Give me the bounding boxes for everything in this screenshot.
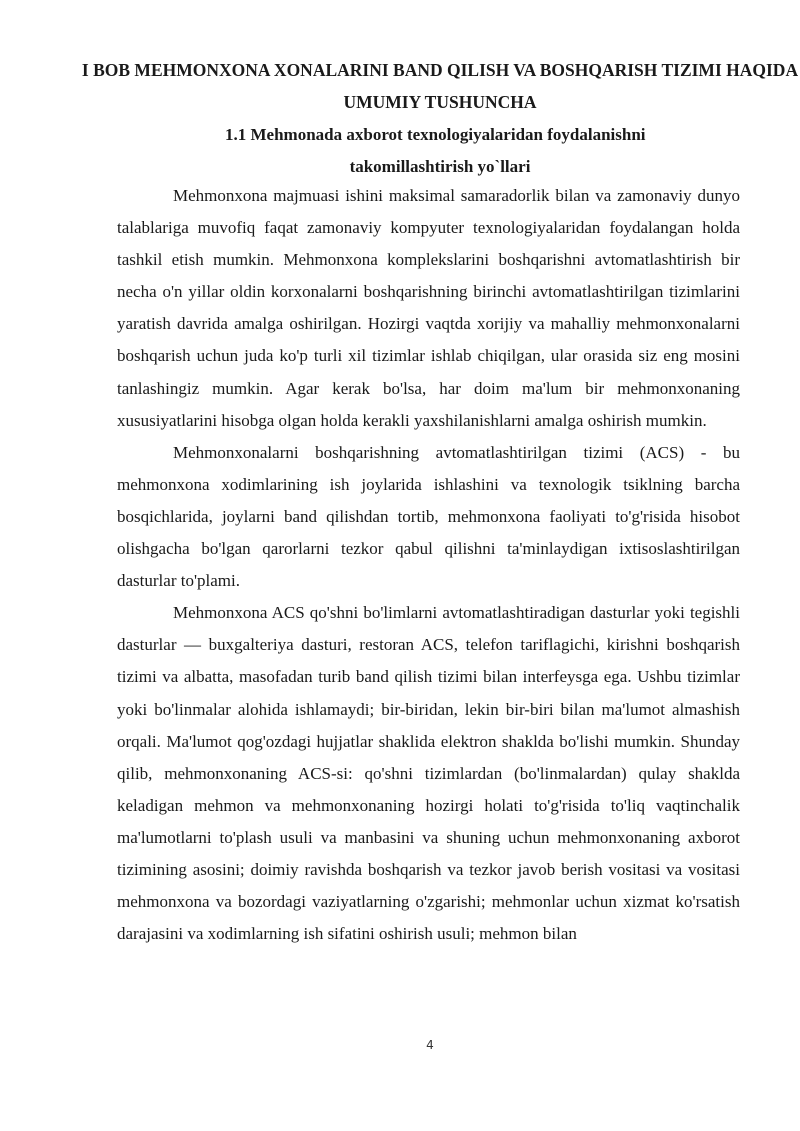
body-text xyxy=(117,180,740,950)
paragraph-2: Mehmonxonalarni boshqarishning avtomatlashtirilgan tizimi (ACS) - bu mehmonxona xodimlarining ish joylarida ishlashini va texnologik tsiklning barcha bosqichlarida, joylarni band qilishdan tortib, mehmonxona faoliyati to'g'risida hisobot olishgacha bo'lgan qarorlarni tezkor qabul qilishni ta'minlaydigan ixtisoslashtirilgan dasturlar to'plami. xyxy=(117,442,740,591)
section-title-line-1: 1.1 Mehmonada axborot texnologiyalaridan foydalanishni xyxy=(225,125,646,144)
paragraph-3: Mehmonxona ACS qo'shni bo'limlarni avtomatlashtiradigan dasturlar yoki tegishli dasturlar — buxgalteriya dasturi, restoran ACS, telefon tariflagichi, kirishni boshqarish tizimi va albatta, masofadan turib band qilish tizimi bilan interfeysga ega. Ushbu tizimlar yoki bo'linmalar alohida ishlamaydi; bir-biridan, lekin bir-biri bilan ma'lumot almashish orqali. Ma'lumot qog'ozdagi hujjatlar shaklida elektron shaklda bo'lishi mumkin. Shunday qilib, mehmonxonaning ACS-si: qo'shni tizimlardan (bo'linmalardan) qulay shaklda keladigan mehmon va mehmonxonaning hozirgi holati to'g'risida to'liq vaqtinchalik ma'lumotlarni to'plash usuli va manbasini va shuning uchun mehmonxonaning axborot tizimining asosini; doimiy ravishda boshqarish va tezkor javob berish vositasi va vositasi mehmonxona va bozordagi vaziyatlarning o'zgarishi; mehmonlar uchun xizmat ko'rsatish darajasini va xodimlarning ish sifatini oshirish usuli; mehmon bilan xyxy=(117,603,740,944)
section-title-line-2: takomillashtirish yo`llari xyxy=(349,157,531,176)
paragraph-1: Mehmonxona majmuasi ishini maksimal samaradorlik bilan va zamonaviy dunyo talablariga muvofiq faqat zamonaviy kompyuter texnologiyalaridan foydalangan holda tashkil etish mumkin. Mehmonxona komplekslarini boshqarishni avtomatlashtirish bir necha o'n yillar oldin korxonalarni boshqarishning birinchi avtomatlashtirilgan tizimlarini yaratish davrida amalga oshirilgan. Hozirgi vaqtda xorijiy va mahalliy mehmonxonalarni boshqarish uchun juda ko'p turli xil tizimlar ishlab chiqilgan, ular orasida siz eng mosini tanlashingiz mumkin. Agar kerak bo'lsa, har doim ma'lum bir mehmonxonaning xususiyatlarini hisobga olgan holda kerakli yaxshilanishlarni amalga oshirish mumkin. xyxy=(117,186,740,430)
page-number: 4 xyxy=(426,1038,434,1052)
chapter-title: I BOB MEHMONXONA XONALARINI BAND QILISH VA BOSHQARISH TIZIMI HAQIDA UMUMIY TUSHUNCHA xyxy=(81,60,799,112)
